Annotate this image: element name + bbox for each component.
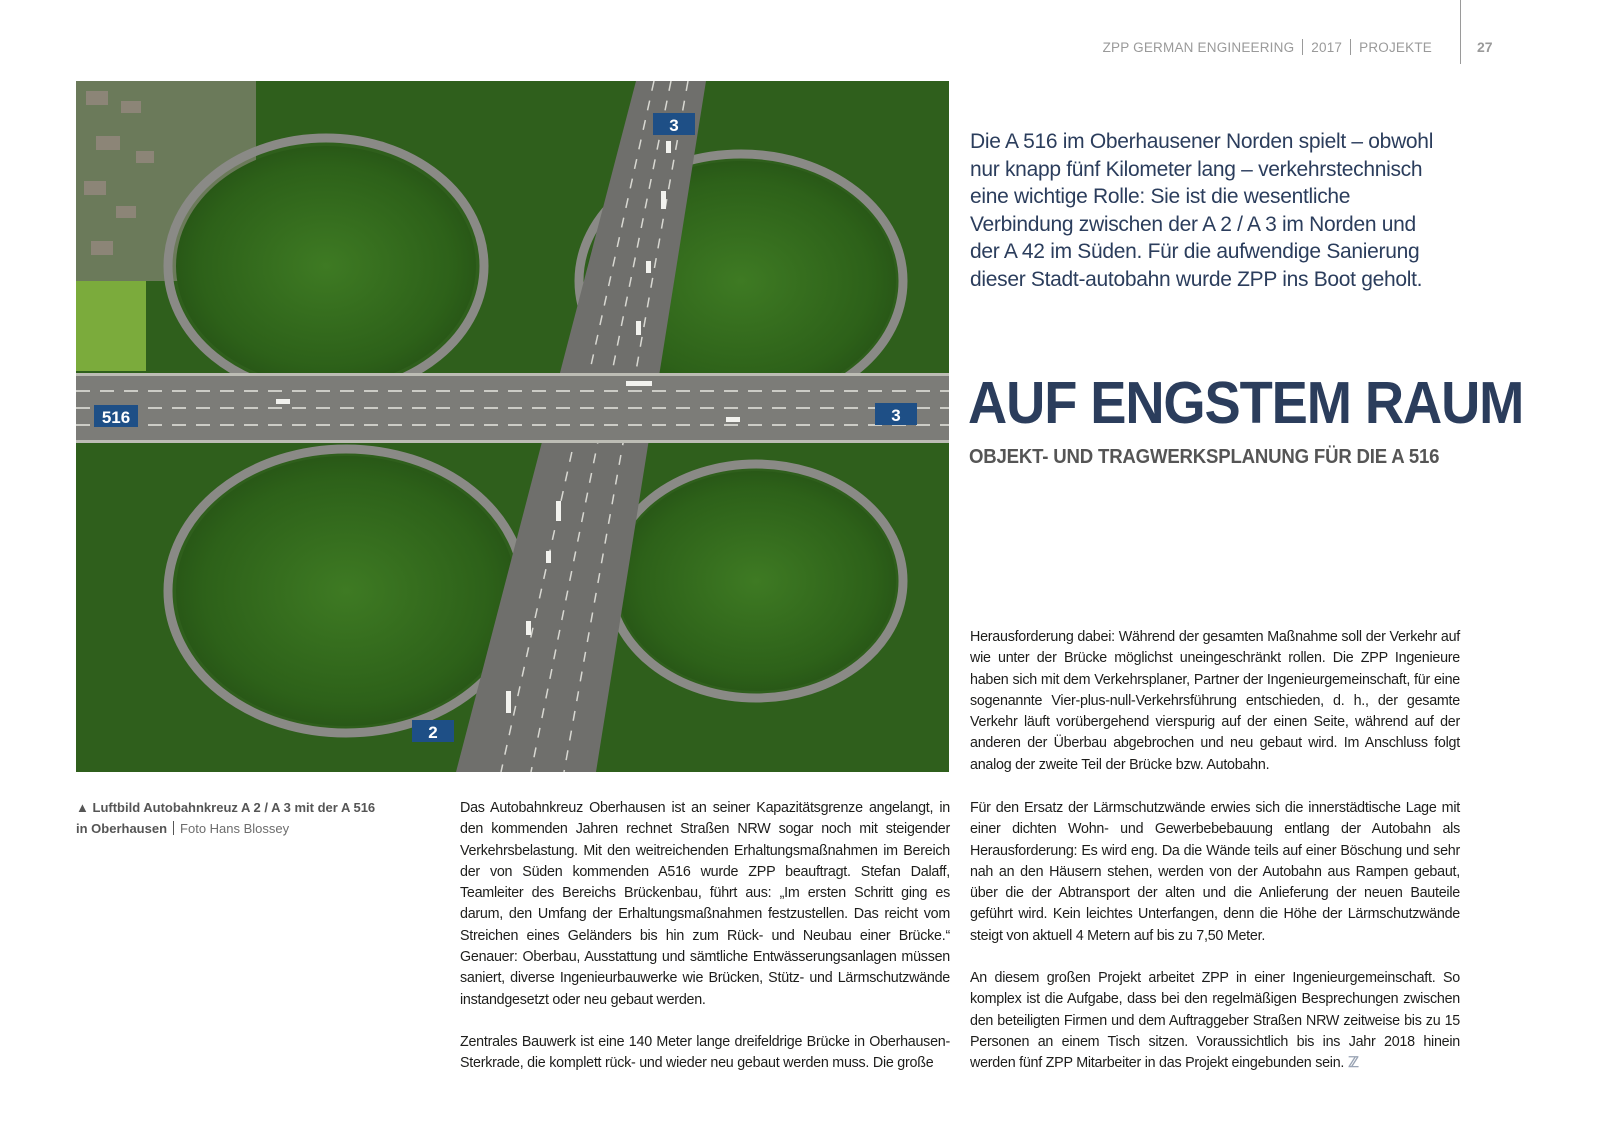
interchange-illustration — [76, 81, 949, 772]
motorway-sign-west — [94, 405, 138, 427]
article-subheadline: OBJEKT- UND TRAGWERKSPLANUNG FÜR DIE A 516 — [969, 446, 1440, 468]
aerial-photo-interchange — [76, 81, 949, 772]
caption-credit: Foto Hans Blossey — [180, 821, 290, 836]
header-separator — [1350, 39, 1351, 55]
motorway-sign-east — [875, 403, 917, 425]
body-paragraph: Für den Ersatz der Lärmschutzwände erwies sich die innerstädtische Lage mit einer dichten Wohn- und Gewerbebebauung entlang der Autobahn als Herausforderung: Es wird eng. Da die Wände teils auf einer Böschung und sehr nah an den Häusern stehen, werden von der Autobahn aus Rampen gebaut, über die der Abtransport der alten und die Anlieferung der neuen Bauteile geführt wird. Kein leichtes Unterfangen, denn die Höhe der Lärmschutzwände steigt von aktuell 4 Metern auf bis zu 7,50 Meter. — [970, 800, 1460, 944]
header-section: PROJEKTE — [1359, 39, 1432, 55]
motorway-sign-south — [412, 720, 454, 742]
page-number: 27 — [1477, 39, 1493, 55]
body-column-right-bottom — [970, 798, 1460, 1096]
caption-title-line1: Luftbild Autobahnkreuz A 2 / A 3 mit der A 516 — [92, 800, 376, 815]
header-separator — [1302, 39, 1303, 55]
body-column-middle — [460, 798, 950, 1096]
body-column-right-top — [970, 627, 1460, 797]
svg-text:3: 3 — [891, 406, 901, 425]
caption-separator — [173, 821, 174, 835]
header-year: 2017 — [1311, 39, 1343, 55]
article-headline: AUF ENGSTEM RAUM — [968, 370, 1524, 436]
body-paragraph: Zentrales Bauwerk ist eine 140 Meter lange dreifeldrige Brücke in Oberhausen-Sterkrade, die komplett rück- und wieder neu gebaut werden muss. Die große — [460, 1033, 950, 1072]
header-vertical-rule — [1460, 0, 1461, 64]
svg-text:3: 3 — [669, 116, 679, 135]
svg-text:2: 2 — [428, 723, 438, 742]
body-paragraph-last — [970, 968, 1460, 1074]
end-mark-icon: ℤ — [1348, 1055, 1359, 1072]
body-paragraph-text: An diesem großen Projekt arbeitet ZPP in einer Ingenieurgemeinschaft. So komplex ist die Aufgabe, dass bei den regelmäßigen Besprechungen zwischen den beteiligten Firmen und dem Auftraggeber Straßen NRW zeitweise bis zu 15 Personen an einem Tisch sitzen. Voraussichtlich bis ins Jahr 2018 hinein werden fünf ZPP Mitarbeiter in das Projekt eingebunden sein. — [970, 970, 1460, 1072]
header-publication: ZPP GERMAN ENGINEERING — [1102, 39, 1295, 55]
motorway-sign-north — [653, 113, 695, 135]
caption-title-line2: in Oberhausen — [76, 821, 168, 836]
body-paragraph: Herausforderung dabei: Während der gesamten Maßnahme soll der Verkehr auf wie unter der Brücke möglichst uneingeschränkt rollen. Die ZPP Ingenieure haben sich mit dem Verkehrsplaner, Partner der Ingenieurgemeinschaft, für eine sogenannte Vier-plus-null-Verkehrsführung entschieden, d. h., der gesamte Verkehr läuft vorübergehend vierspurig auf der einen Seite, während auf der anderen der Überbau abgebrochen und neu gebaut wird. Im Anschluss folgt analog der zweite Teil der Brücke bzw. Autobahn. — [970, 629, 1460, 773]
body-paragraph: Das Autobahnkreuz Oberhausen ist an seiner Kapazitätsgrenze angelangt, in den kommenden Jahren rechnet Straßen NRW sogar noch mit steigender Verkehrsbelastung. Mit den weitreichenden Erhaltungsmaßnahmen im Bereich der von Süden kommenden A516 wurde ZPP beauftragt. Stefan Dalaff, Teamleiter des Bereichs Brückenbau, führt aus: „Im ersten Schritt ging es darum, den Umfang der Erhaltungsmaßnahmen festzustellen. Das reicht vom Streichen eines Geländers bis hin zum Rück- und Neubau einer Brücke.“ Genauer: Oberbau, Ausstattung und sämtliche Entwässerungsanlagen müssen saniert, diverse Ingenieurbauwerke wie Brücken, Stütz- und Lärmschutzwände instandgesetzt oder neu gebaut werden. — [460, 800, 950, 1008]
photo-caption — [76, 797, 406, 839]
running-header — [1103, 39, 1432, 55]
svg-text:516: 516 — [101, 408, 131, 427]
lead-paragraph: Die A 516 im Oberhausener Norden spielt – obwohl nur knapp fünf Kilometer lang – verkehrstechnisch eine wichtige Rolle: Sie ist die wesentliche Verbindung zwischen der A 2 / A 3 im Norden und der A 42 im Süden. Für die aufwendige Sanierung dieser Stadt-autobahn wurde ZPP ins Boot geholt. — [970, 130, 1434, 291]
caption-marker: ▲ — [76, 800, 89, 815]
